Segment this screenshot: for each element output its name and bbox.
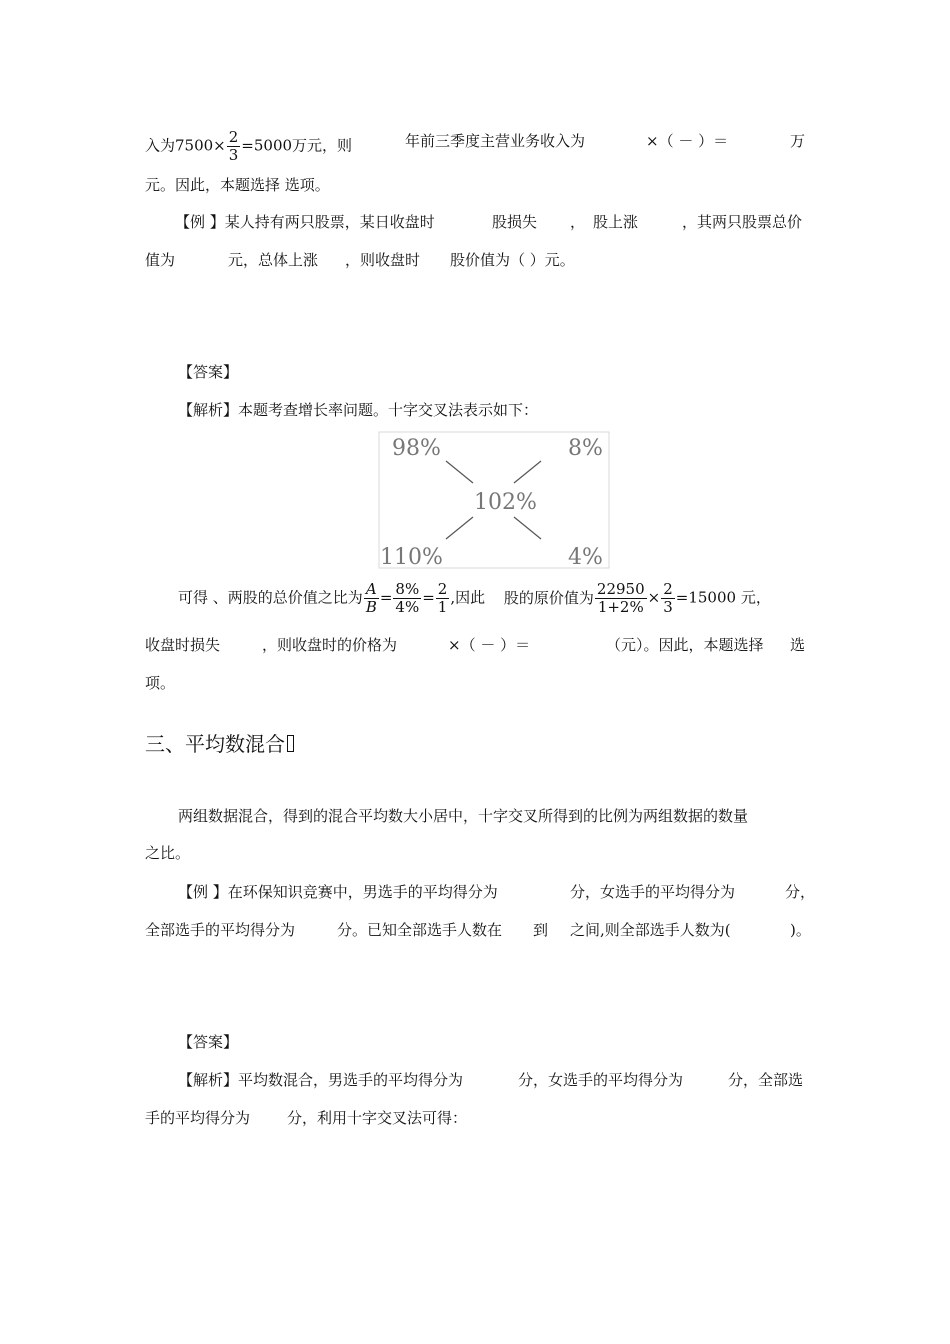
jx2-line1-b: 分，女选手的平均得分为 bbox=[518, 1071, 684, 1089]
fraction-2-1 bbox=[436, 581, 450, 616]
jx2-line2-a: 手的平均得分为 bbox=[145, 1109, 251, 1127]
calc-line3: 项。 bbox=[145, 674, 176, 692]
ex2-line2-a: 全部选手的平均得分为 bbox=[145, 921, 296, 939]
fraction-numerator: 8% bbox=[395, 580, 420, 598]
p1-text-a: 入为7500× bbox=[145, 136, 226, 155]
s3-para-line1: 两组数据混合，得到的混合平均数大小居中，十字交叉所得到的比例为两组数据的数量 bbox=[178, 807, 749, 825]
fraction-numerator: 2 bbox=[663, 580, 673, 598]
ex2-line1-c: 分， bbox=[785, 883, 816, 901]
ex1-line2-d: 股价值为（ ）元。 bbox=[450, 251, 575, 269]
fraction-denominator: 1 bbox=[437, 598, 448, 616]
ex2-line2-d: 之间,则全部选手人数为( bbox=[570, 921, 731, 939]
fraction-a-b bbox=[364, 581, 379, 616]
fraction-2-3 bbox=[227, 129, 241, 164]
equals-sign: = bbox=[379, 588, 393, 607]
s3-para-line2: 之比。 bbox=[145, 844, 191, 862]
ex2-line2-e: )。 bbox=[790, 921, 811, 939]
p1-line1-part-a bbox=[145, 129, 352, 164]
fraction-numerator: 2 bbox=[437, 580, 448, 598]
cross-method-diagram bbox=[378, 431, 610, 569]
fraction-numerator: A bbox=[364, 581, 379, 599]
fraction-denominator: 1+2% bbox=[597, 598, 644, 616]
diag-bottom-right: 4% bbox=[568, 545, 603, 569]
fraction-denominator: 3 bbox=[663, 598, 673, 616]
ex2-line1-a: 【例 】在环保知识竞赛中，男选手的平均得分为 bbox=[178, 883, 498, 901]
ex2-line1-b: 分，女选手的平均得分为 bbox=[570, 883, 736, 901]
calc-line1 bbox=[178, 581, 771, 616]
p1-line1-part-d: ×（ － ）＝ bbox=[646, 132, 729, 150]
fraction-denominator: 3 bbox=[228, 146, 239, 164]
calc-line2-a: 收盘时损失 bbox=[145, 636, 221, 654]
ex1-line2-b: 元，总体上涨 bbox=[228, 251, 319, 269]
section-3-title bbox=[145, 731, 294, 757]
fraction-2-3b bbox=[661, 581, 675, 616]
diag-center: 102% bbox=[474, 490, 537, 515]
jx2-line1-c: 分，全部选 bbox=[728, 1071, 804, 1089]
calc-line2-b: ，则收盘时的价格为 bbox=[262, 636, 398, 654]
p1-line2: 元。因此，本题选择 选项。 bbox=[145, 176, 330, 194]
calc-text-c: ,因此 bbox=[450, 588, 486, 607]
fraction-denominator: B bbox=[365, 598, 377, 616]
analysis-1: 【解析】本题考查增长率问题。十字交叉法表示如下： bbox=[178, 401, 539, 419]
times-sign: × bbox=[647, 588, 661, 607]
calc-line2-d: （元）。因此，本题选择 bbox=[606, 636, 764, 654]
p1-line1-part-c: 年前三季度主营业务收入为 bbox=[405, 132, 586, 150]
calc-line2-e: 选 bbox=[790, 636, 806, 654]
fraction-numerator: 2 bbox=[228, 128, 239, 146]
ex1-line2-c: ，则收盘时 bbox=[345, 251, 421, 269]
fraction-22950 bbox=[595, 581, 647, 616]
ex1-line1-e: ，其两只股票总价 bbox=[682, 213, 803, 231]
diag-bottom-left: 110% bbox=[380, 545, 443, 569]
fraction-numerator: 22950 bbox=[596, 580, 645, 598]
section-3-title-text: 三、平均数混合 bbox=[145, 732, 285, 756]
diag-top-left: 98% bbox=[392, 436, 441, 461]
calc-text-e: =15000 元， bbox=[675, 588, 771, 607]
ex1-line2-a: 值为 bbox=[145, 251, 176, 269]
calc-text-a: 可得 bbox=[178, 588, 209, 607]
jx2-line2-b: 分，利用十字交叉法可得： bbox=[287, 1109, 468, 1127]
fraction-8-4 bbox=[393, 581, 421, 616]
ex1-line1-a: 【例 】某人持有两只股票，某日收盘时 bbox=[175, 213, 435, 231]
p1-text-b: =5000万元，则 bbox=[241, 136, 353, 155]
calc-line2-c: ×（ － ）＝ bbox=[448, 636, 531, 654]
answer-label-2: 【答案】 bbox=[178, 1033, 239, 1051]
calc-text-d: 股的原价值为 bbox=[503, 588, 594, 607]
ex2-line2-c: 到 bbox=[533, 921, 549, 939]
ex2-line2-b: 分。已知全部选手人数在 bbox=[337, 921, 503, 939]
missing-glyph-icon bbox=[287, 735, 294, 752]
p1-line1-part-e: 万 bbox=[790, 132, 806, 150]
ex1-line1-d: 股上涨 bbox=[593, 213, 639, 231]
jx2-line1-a: 【解析】平均数混合，男选手的平均得分为 bbox=[178, 1071, 464, 1089]
ex1-line1-c: ， bbox=[570, 213, 586, 231]
fraction-denominator: 4% bbox=[395, 598, 420, 616]
equals-sign: = bbox=[422, 588, 435, 607]
ex1-line1-b: 股损失 bbox=[492, 213, 538, 231]
diag-top-right: 8% bbox=[568, 436, 603, 461]
answer-label-1: 【答案】 bbox=[178, 363, 239, 381]
calc-text-b: 、两股的总价值之比为 bbox=[212, 588, 363, 607]
